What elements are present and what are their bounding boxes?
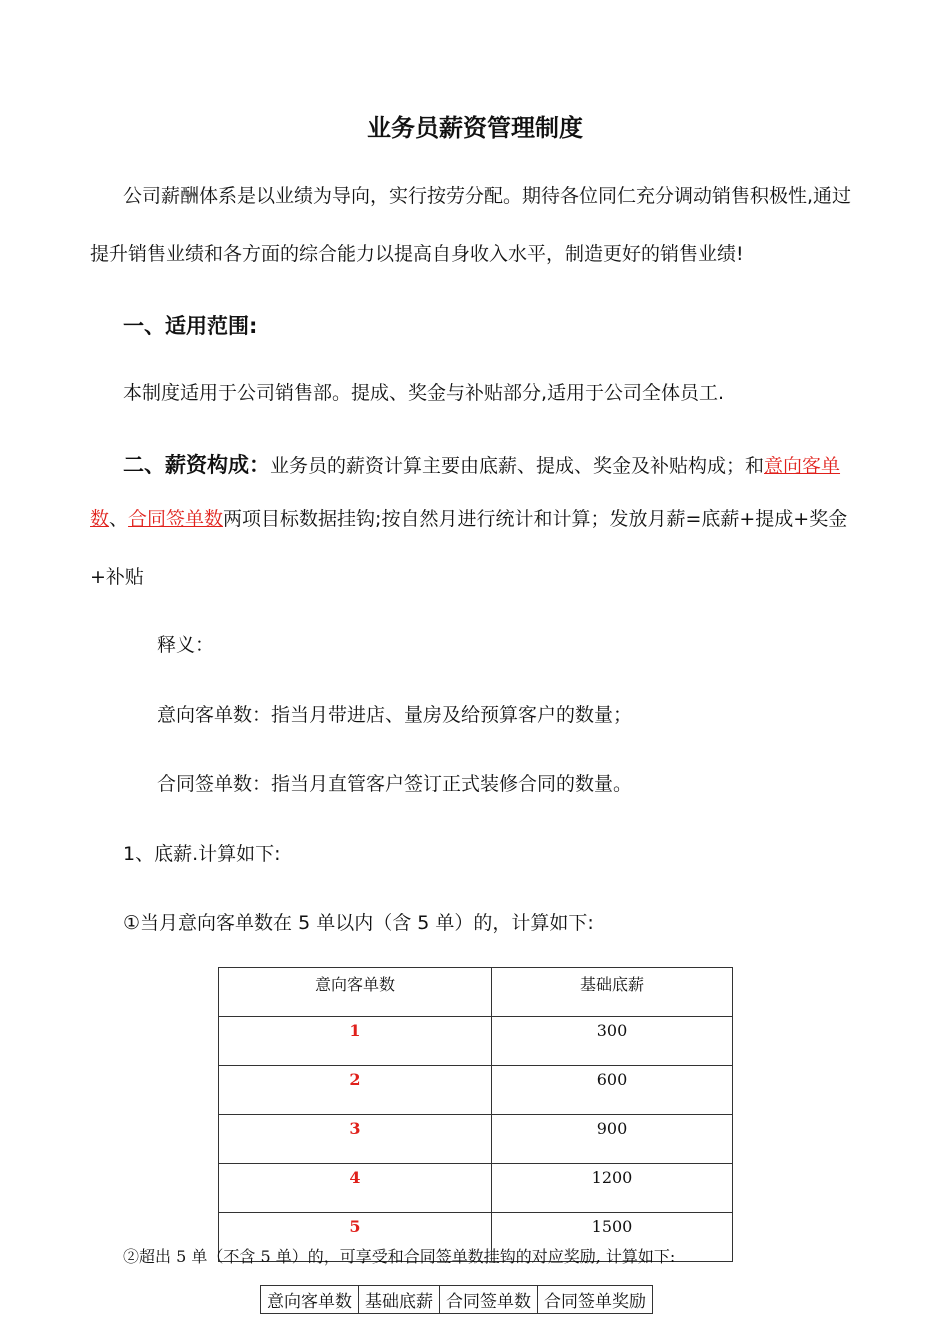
section-2-text-b: 两项目标数据挂钩;按自然月进行统计和计算；发放月薪=底薪+提成+奖金 (223, 508, 848, 530)
table-header-row (261, 1286, 653, 1314)
table-row (219, 1066, 733, 1115)
bonus-table (260, 1285, 653, 1314)
document-title: 业务员薪资管理制度 (367, 114, 583, 142)
section-2-heading: 二、薪资构成： (123, 453, 270, 477)
definition-intent-orders: 意向客单数：指当月带进店、量房及给预算客户的数量； (157, 704, 633, 726)
table-row (219, 1164, 733, 1213)
table-cell: 4 (219, 1164, 492, 1213)
intro-line-2: 提升销售业绩和各方面的综合能力以提高自身收入水平，制造更好的销售业绩! (90, 243, 744, 265)
table-cell: 1 (219, 1017, 492, 1066)
table-cell: 5 (219, 1213, 492, 1262)
table-header-row (219, 968, 733, 1017)
section-1-heading: 一、适用范围: (123, 314, 258, 338)
intent-orders-link-part1[interactable]: 意向客单 (764, 455, 841, 477)
table-header-cell: 基础底薪 (359, 1286, 440, 1314)
section-2-text-a: 业务员的薪资计算主要由底薪、提成、奖金及补贴构成；和 (270, 455, 765, 477)
base-salary-table (218, 967, 733, 1262)
contract-orders-link[interactable]: 合同签单数 (128, 508, 224, 530)
table-cell: 600 (492, 1066, 733, 1115)
table-cell: 3 (219, 1115, 492, 1164)
table-row (219, 1017, 733, 1066)
table-cell: 300 (492, 1017, 733, 1066)
section-1-text: 本制度适用于公司销售部。提成、奖金与补贴部分,适用于公司全体员工. (123, 382, 725, 404)
table-cell: 1500 (492, 1213, 733, 1262)
section-2-line-2 (90, 507, 847, 531)
table-header-cell: 基础底薪 (492, 968, 733, 1017)
base-salary-heading: 1、底薪.计算如下: (123, 843, 281, 865)
intro-line-1: 公司薪酬体系是以业绩为导向，实行按劳分配。期待各位同仁充分调动销售积极性,通过 (123, 185, 852, 207)
section-2-line-3: +补贴 (90, 566, 144, 588)
separator: 、 (109, 508, 129, 530)
case-1-text: ①当月意向客单数在 5 单以内（含 5 单）的，计算如下: (123, 912, 594, 934)
table-header-cell: 合同签单数 (440, 1286, 538, 1314)
intent-orders-link-part2[interactable]: 数 (90, 508, 110, 530)
table-cell: 1200 (492, 1164, 733, 1213)
table-cell: 900 (492, 1115, 733, 1164)
table-header-cell: 合同签单奖励 (538, 1286, 653, 1314)
table-header-cell: 意向客单数 (219, 968, 492, 1017)
table-header-cell: 意向客单数 (261, 1286, 359, 1314)
table-cell: 2 (219, 1066, 492, 1115)
table-row (219, 1115, 733, 1164)
case-2-text: ②超出 5 单（不含 5 单）的，可享受和合同签单数挂钩的对应奖励, 计算如下: (123, 1247, 676, 1266)
definitions-label: 释义： (157, 634, 215, 656)
definition-contract-orders: 合同签单数：指当月直管客户签订正式装修合同的数量。 (157, 773, 633, 795)
section-2-line-1 (123, 449, 840, 479)
